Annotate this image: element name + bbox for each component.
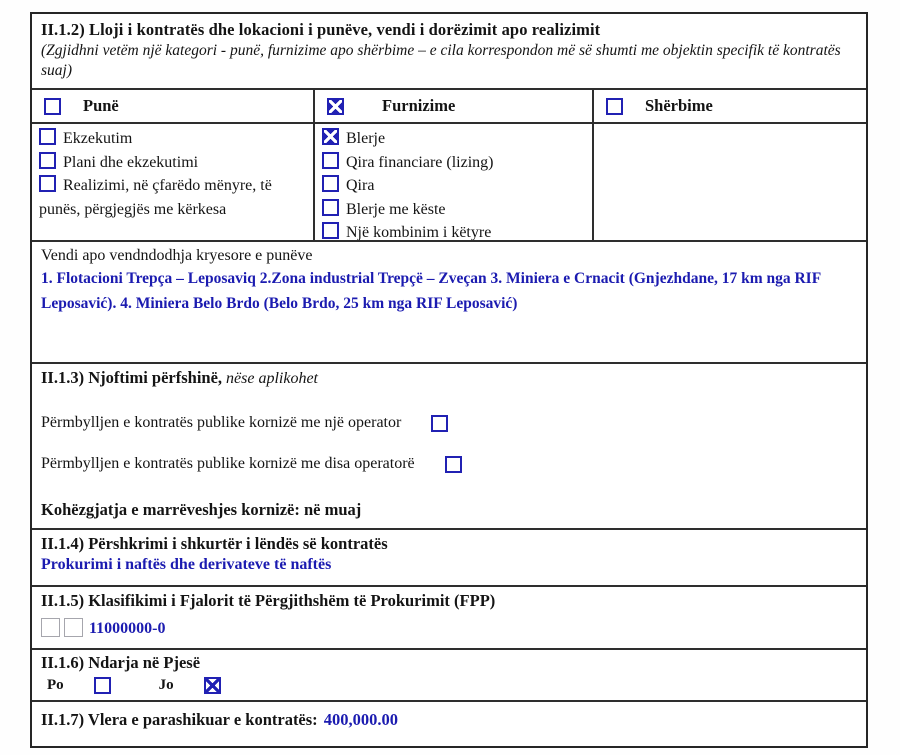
section-II-1-4-title: II.1.4) Përshkrimi i shkurtër i lëndës së kontratës (41, 534, 388, 553)
plani-checkbox[interactable] (39, 152, 56, 169)
kombinim-label: Një kombinim i këtyre (346, 224, 492, 241)
category-furnizime (313, 90, 592, 122)
framework-duration-label: Kohëzgjatja e marrëveshjes kornizë: në muaj (41, 500, 362, 519)
fpp-code-row (41, 618, 857, 637)
blerje-label: Blerje (346, 130, 386, 147)
fpp-checkbox-1[interactable] (41, 618, 60, 637)
qira-label: Qira (346, 177, 375, 194)
location-label: Vendi apo vendndodhja kryesore e punëve (41, 247, 313, 264)
framework-one-operator-row (41, 414, 857, 432)
section-II-1-2-title: II.1.2) Lloji i kontratës dhe lokacioni i punëve, vendi i dorëzimit apo realizimit (41, 20, 601, 39)
blerje-me-keste-checkbox[interactable] (322, 199, 339, 216)
category-pune (32, 90, 313, 122)
work-option (39, 174, 306, 221)
fpp-checkbox-2[interactable] (64, 618, 83, 637)
po-checkbox[interactable] (94, 677, 111, 694)
estimated-value: 400,000.00 (323, 710, 398, 729)
location-value: 1. Flotacioni Trepça – Leposaviq 2.Zona industrial Trepçë – Zveçan 3. Miniera e Crnacit (Gnjezhdane, 17 km nga RIF Leposavić). 4. Miniera Belo Brdo (Belo Brdo, 25 km nga RIF Leposavić) (41, 270, 821, 312)
sherbime-checkbox[interactable] (606, 98, 623, 115)
section-II-1-6-title: II.1.6) Ndarja në Pjesë (41, 653, 201, 672)
plani-label: Plani dhe ekzekutimi (63, 153, 199, 171)
supply-options-cell (313, 124, 592, 240)
work-option (39, 127, 306, 151)
framework-several-operators-row (41, 455, 857, 473)
category-sherbime (592, 90, 866, 122)
section-II-1-5-title: II.1.5) Klasifikimi i Fjalorit të Përgjithshëm të Prokurimit (FPP) (41, 591, 496, 610)
framework-several-operators-label: Përmbylljen e kontratës publike kornizë me disa operatorë (41, 455, 415, 472)
lots-yes-no-row (41, 677, 857, 694)
supply-option (322, 151, 585, 175)
po-label: Po (47, 677, 64, 693)
section-II-1-7 (32, 700, 866, 746)
section-II-1-2-header (32, 14, 866, 88)
supply-option (322, 174, 585, 198)
ekzekutim-checkbox[interactable] (39, 128, 56, 145)
pune-checkbox[interactable] (44, 98, 61, 115)
work-options-cell (32, 124, 313, 240)
section-II-1-3-title-italic: nëse aplikohet (222, 370, 318, 387)
section-II-1-3 (32, 362, 866, 528)
contract-notice-table (30, 12, 868, 748)
contract-type-options-row (32, 122, 866, 240)
blerje-me-keste-label: Blerje me këste (346, 200, 446, 218)
location-section (32, 240, 866, 362)
section-II-1-2-subtitle: (Zgjidhni vetëm një kategori - punë, furnizime apo shërbime – e cila korrespondon më së shumti me objektin specifik të kontratës suaj) (41, 42, 841, 80)
section-II-1-3-title (41, 368, 857, 388)
section-II-1-4 (32, 528, 866, 585)
framework-one-operator-checkbox[interactable] (431, 415, 448, 432)
service-options-cell-empty (592, 124, 866, 240)
supply-option (322, 198, 585, 222)
section-II-1-3-title-bold: II.1.3) Njoftimi përfshinë, (41, 368, 223, 387)
supply-option (322, 127, 585, 151)
furnizime-label: Furnizime (382, 96, 456, 115)
work-option (39, 151, 306, 175)
contract-description-value: Prokurimi i naftës dhe derivateve të naftës (41, 556, 332, 573)
qira-financiare-label: Qira financiare (lizing) (346, 153, 494, 171)
ekzekutim-label: Ekzekutim (63, 130, 133, 147)
fpp-code-value: 11000000-0 (89, 620, 166, 637)
qira-checkbox[interactable] (322, 175, 339, 192)
realizimi-checkbox[interactable] (39, 175, 56, 192)
section-II-1-5 (32, 585, 866, 648)
furnizime-checkbox[interactable] (327, 98, 344, 115)
section-II-1-7-title: II.1.7) Vlera e parashikuar e kontratës: (41, 710, 318, 729)
sherbime-label: Shërbime (645, 96, 713, 115)
kombinim-checkbox[interactable] (322, 222, 339, 239)
pune-label: Punë (83, 96, 119, 115)
jo-label: Jo (158, 677, 174, 693)
contract-type-header-row (32, 88, 866, 122)
jo-checkbox[interactable] (204, 677, 221, 694)
realizimi-label: Realizimi, në çfarëdo mënyre, të punës, përgjegjës me kërkesa (39, 177, 272, 218)
qira-financiare-checkbox[interactable] (322, 152, 339, 169)
framework-several-operators-checkbox[interactable] (445, 456, 462, 473)
section-II-1-6 (32, 648, 866, 700)
framework-one-operator-label: Përmbylljen e kontratës publike kornizë me një operator (41, 414, 402, 431)
blerje-checkbox[interactable] (322, 128, 339, 145)
